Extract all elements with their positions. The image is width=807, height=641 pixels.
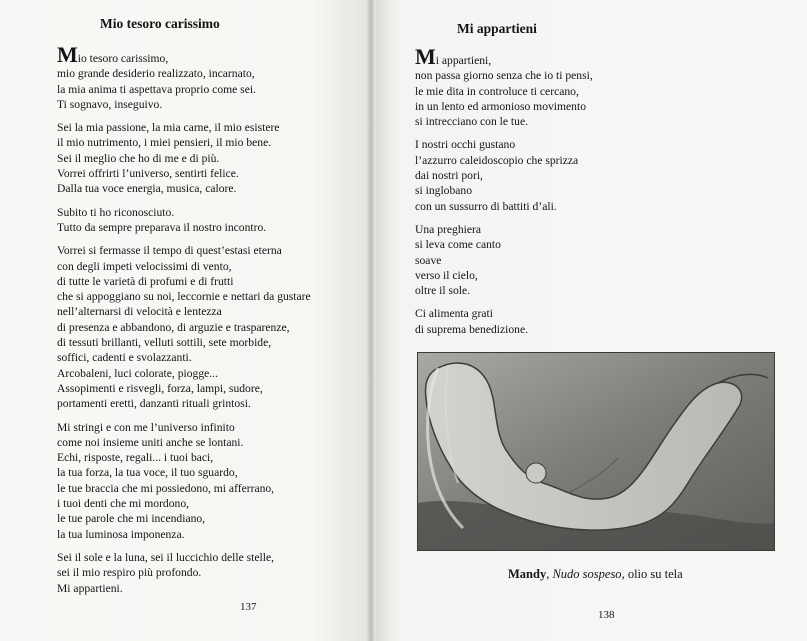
poem-line: nell’alternarsi di velocità e lentezza: [57, 305, 222, 319]
poem-line: Sei la mia passione, la mia carne, il mio esistere: [57, 121, 280, 135]
left-poem-title: Mio tesoro carissimo: [100, 16, 220, 31]
book-gutter: [366, 0, 376, 641]
poem-line: Subito ti ho riconosciuto.: [57, 205, 175, 219]
poem-line: Dalla tua voce energia, musica, calore.: [57, 182, 237, 196]
right-poem-first-line: [415, 44, 785, 69]
left-stanza: [57, 205, 357, 236]
poem-line: di tessuti brillanti, velluti sottili, sete morbide,: [57, 336, 272, 350]
painting-nudo-sospeso: [417, 352, 775, 551]
poem-line: portamenti eretti, danzanti rituali grintosi.: [57, 397, 251, 411]
poem-line: oltre il sole.: [415, 284, 471, 298]
caption-separator: ,: [546, 567, 553, 581]
painting-detail: [526, 463, 546, 483]
left-stanza: [57, 120, 357, 196]
poem-line: le tue braccia che mi possiedono, mi afferrano,: [57, 481, 275, 495]
poem-line: dai nostri pori,: [415, 169, 483, 183]
poem-line: sei il mio respiro più profondo.: [57, 566, 202, 580]
right-poem-title: Mi appartieni: [457, 21, 537, 36]
poem-line: i tuoi denti che mi mordono,: [57, 497, 190, 511]
page-number-right: 138: [598, 609, 615, 621]
poem-line: Mi stringi e con me l’universo infinito: [57, 420, 235, 434]
left-poem-body: [57, 42, 357, 604]
poem-line: si intrecciano con le tue.: [415, 115, 528, 129]
caption-medium: , olio su tela: [621, 567, 683, 581]
left-stanza: [57, 243, 357, 411]
poem-line: soffici, cadenti e svolazzanti.: [57, 351, 192, 365]
poem-line: Vorrei si fermasse il tempo di quest’estasi eterna: [57, 244, 282, 258]
poem-line: Una preghiera: [415, 222, 481, 236]
poem-line: Vorrei offrirti l’universo, sentirti felice.: [57, 167, 239, 181]
poem-line: mio grande desiderio realizzato, incarnato,: [57, 67, 255, 81]
poem-line: in un lento ed armonioso movimento: [415, 99, 586, 113]
painting-caption: [508, 567, 683, 582]
poem-line: come noi insieme uniti anche se lontani.: [57, 435, 244, 449]
poem-line: di suprema benedizione.: [415, 322, 528, 336]
right-stanza: [415, 137, 785, 213]
right-first-line-text: i appartieni,: [435, 54, 492, 67]
poem-line: Echi, risposte, regali... i tuoi baci,: [57, 451, 214, 465]
poem-line: la tua forza, la tua voce, il tuo sguardo,: [57, 466, 238, 480]
poem-line: I nostri occhi gustano: [415, 138, 516, 152]
poem-line: Ti sognavo, inseguivo.: [57, 97, 163, 111]
caption-title: Nudo sospeso: [552, 567, 622, 581]
poem-line: Assopimenti e risvegli, forza, lampi, sudore,: [57, 381, 263, 395]
poem-line: verso il cielo,: [415, 268, 478, 282]
left-stanza-opening: [57, 42, 357, 112]
poem-line: soave: [415, 253, 442, 267]
right-poem-body: [415, 44, 785, 345]
right-stanza: [415, 306, 785, 337]
poem-line: di presenza e abbandono, di arguzie e trasparenze,: [57, 320, 290, 334]
right-dropcap: M: [415, 44, 436, 69]
poem-line: che si appoggiano su noi, leccornie e nettari da gustare: [57, 290, 311, 304]
poem-line: l’azzurro caleidoscopio che sprizza: [415, 153, 579, 167]
page-number-left: 137: [240, 601, 257, 613]
poem-line: le tue parole che mi incendiano,: [57, 512, 206, 526]
poem-line: la mia anima ti aspettava proprio come sei.: [57, 82, 256, 96]
poem-line: non passa giorno senza che io ti pensi,: [415, 69, 593, 83]
left-dropcap: M: [57, 42, 78, 67]
left-stanza: [57, 550, 357, 596]
left-poem-first-line: [57, 42, 357, 67]
poem-line: Tutto da sempre preparava il nostro incontro.: [57, 220, 267, 234]
poem-line: Sei il sole e la luna, sei il luccichio delle stelle,: [57, 550, 274, 564]
poem-line: le mie dita in controluce ti cercano,: [415, 84, 579, 98]
poem-line: si inglobano: [415, 184, 473, 198]
caption-artist: Mandy: [508, 567, 547, 581]
left-first-line-text: io tesoro carissimo,: [77, 52, 169, 65]
poem-line: Arcobaleni, luci colorate, piogge...: [57, 366, 218, 380]
right-stanza-opening: [415, 44, 785, 129]
poem-line: Sei il meglio che ho di me e di più.: [57, 151, 220, 165]
left-stanza: [57, 420, 357, 542]
poem-line: con degli impeti velocissimi di vento,: [57, 259, 232, 273]
poem-line: il mio nutrimento, i miei pensieri, il mio bene.: [57, 136, 272, 150]
poem-line: si leva come canto: [415, 238, 501, 252]
poem-line: Mi appartieni.: [57, 581, 123, 595]
poem-line: Ci alimenta grati: [415, 307, 493, 321]
poem-line: con un sussurro di battiti d’ali.: [415, 199, 557, 213]
right-stanza: [415, 222, 785, 298]
poem-line: di tutte le varietà di profumi e di frutti: [57, 274, 234, 288]
poem-line: la tua luminosa imponenza.: [57, 527, 185, 541]
painting-illustration: [418, 353, 774, 550]
